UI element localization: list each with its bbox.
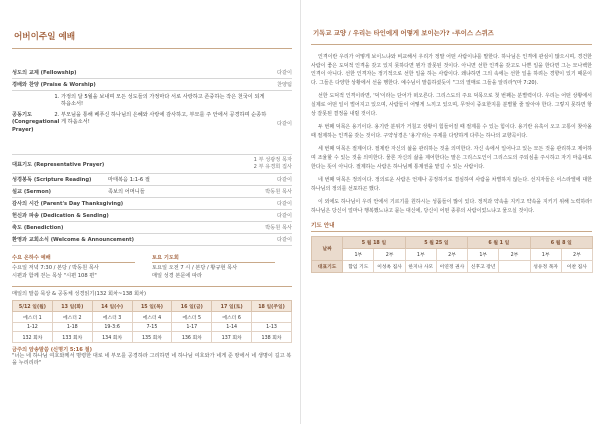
bible-reading-title: 매일의 말씀 묵상 & 공동체 성경읽기(132 회차~138 회차) [12, 286, 292, 297]
worship-title: 어버이주일 예배 [12, 28, 292, 49]
wednesday-service: 수요 온하수 예배 수요일 저녁 7:30 / 본당 / 박동원 목사 시편과 함께 걷는 목상 "시편 108 편" [12, 254, 152, 280]
congregational-prayer: 공동기도 (Congregational Prayer) 1. 가정의 달 5월을 보내며 모든 성도들의 가정마다 서로 사랑하고 존중하는 작은 천국이 되게 하옵소서! 2. 부모님을 통해 베푸신 하나님의 은혜와 사랑에 감사하고, 부모를 주 안에서 공경하며 순종하게 하옵소서! 다같이 [12, 91, 292, 155]
order-item: 경배와 찬양 (Praise & Worship) 찬양팀 [12, 79, 292, 91]
table-header-row: 5/12 일(월) 13 일(화) 14 일(수) 15 일(목) 16 일(금) 17 일(토) 18 일(주일) [13, 301, 292, 312]
essay-title: 기독교 교양 / 우리는 타인에게 어떻게 보이는가? -루이스 스퀴즈 [311, 24, 592, 45]
table-header-row: 1부 2부 1부 2부 1부 2부 1부 2부 [312, 248, 593, 260]
table-header-row: 날짜 5 월 18 일 5 월 25 일 6 월 1 일 6 월 8 일 [312, 236, 593, 248]
representative-prayer: 대표기도 (Representative Prayer) 1 부 성광정 목자 2 부 유경희 집사 [12, 155, 292, 174]
order-item: 축도 (Benediction) 박동원 목사 [12, 222, 292, 234]
bible-reading-table [12, 300, 292, 343]
order-item: 감사의 시간 (Parent's Day Thanksgiving) 다같이 [12, 198, 292, 210]
table-row: 1-12 1-18 19-3:6 7-15 1-17 1-14 1-13 [13, 323, 292, 332]
table-row: 에스더 1 에스더 2 에스더 3 에스더 4 에스더 5 에스더 6 [13, 312, 292, 323]
order-item: 헌신과 파송 (Dedication & Sending) 다같이 [12, 210, 292, 222]
order-item: 설교 (Sermon) 족보의 어머니들 박동원 목사 [12, 186, 292, 198]
essay-body: 인격이란 우리가 어떻게 보이느냐와 비교해서 우리가 정말 어떤 사람이냐를 말한다. 하나님은 인격에 관심이 많으시며, 경건한 사람이 좋은 도덕적 인격을 갖고 있지 못하다면 뭔가 잘못된 것이다. 아니면 선한 인격을 갖고도 나쁜 일을 한다면 그는 모나백한 인격이 아니다. 선한 인격자는 정기적으로 선한 일을 하는 사람이다. 왜냐하면 그의 속에는 선한 일을 하려는 경향이 있기 때문이다. 그들은 다양한 상황에서 선을 행한다. 예수님이 말씀하셨듯이 "그의 열매로 그들을 알리라"(마 7:20). 선한 도덕적 인격이라면, '덕'이라는 단어가 떠오른다. 그리스도의 주요 덕목으로 첫 번째는 분별력이다. 우리는 어떤 상황에서 실제로 어떤 일이 벌어지고 있으며, 사람들이 어떻게 느끼고 있으며, 무엇이 중요한지를 분별할 줄 알아야 한다. 그렇지 못하면 항상 잘못된 결정을 내릴 것이다. 두 번째 덕목은 용기이다. 용기란 분위가 거칠고 상황이 힘들어질 때 절제를 수 있는 힘이다. 용기란 유혹이 오고 고통이 찾아올 때 절제하는 인격을 갖는 것이다. 구약성경은 '용기'라는 주제를 다양하게 다루는 하나의 교향곡이다. 세 번째 덕목은 절제이다. 절제란 자신의 삶을 관리하는 것을 의미한다. 자신 속에서 일어나고 있는 모든 것을 관리하고 제어하며 조율할 수 있는 것을 의미한다. 물론 자신의 삶을 제어한다는 말은 그리스도인이 그리스도의 주되심을 주시하고 자기 마음대로 한다는 뜻이 아니다. 절제하는 사람은 하나님께 통제권을 맡길 수 있는 사람이다. 네 번째 덕목은 정의이다. 정의로운 사람은 언제나 공정하기로 결심하여 사람을 차별하지 않는다. 선지자들은 이스라엘에 대한 하나님의 정의를 선포하곤 했다. 이 외에도 하나님이 우리 안에서 기르기를 원하시는 성품들이 많이 있다. 정직과 약속을 지키고 약속을 지키기 위해 노력하라! 하나님은 당신이 얼마나 행복했느냐고 묻는 대신에, 당신이 어떤 종류의 사람이었느냐고 물으실 것이다. [311, 54, 592, 214]
right-page [300, 0, 600, 424]
order-item: 환영과 교회소식 (Welcome & Announcement) 다같이 [12, 234, 292, 246]
saturday-prayer: 토요 기도회 토요일 오전 7 시 / 본당 / 황규현 목사 매일 성경 본문에 따라 [152, 254, 292, 280]
order-of-worship [12, 67, 292, 246]
prayer-guide-title: 기도 안내 [311, 221, 592, 232]
weekly-services [12, 254, 292, 280]
order-item: 성경봉독 (Scripture Reading) 마태복음 1:1-6 절 다같이 [12, 174, 292, 186]
order-item: 성도의 교제 (Fellowship) 다같이 [12, 67, 292, 79]
prayer-list: 1. 가정의 달 5월을 보내며 모든 성도들의 가정마다 서로 사랑하고 존중하는 작은 천국이 되게 하옵소서! 2. 부모님을 통해 베푸신 하나님의 은혜와 사랑에 감사하고, 부모를 주 안에서 공경하며 순종하게 하옵소서! [50, 94, 270, 154]
table-row: 대표기도 함임 기도 이성옥 집사 한지나 사모 이연정 권사 신후고 장년 성유정 목자 이찬 집사 [312, 260, 593, 272]
prayer-schedule-table [311, 236, 593, 273]
memory-verse: 금주의 암송말씀 (신명기 5:16 절) "너는 네 하나님 여호와께서 명령한 대로 네 부모를 공경하라 그리하면 네 하나님 여호와가 네게 준 땅에서 네 생명이 길고 복을 누리리라" [12, 347, 292, 367]
table-row: 132 회차 133 회차 134 회차 135 회차 136 회차 137 회차 138 회차 [13, 332, 292, 343]
